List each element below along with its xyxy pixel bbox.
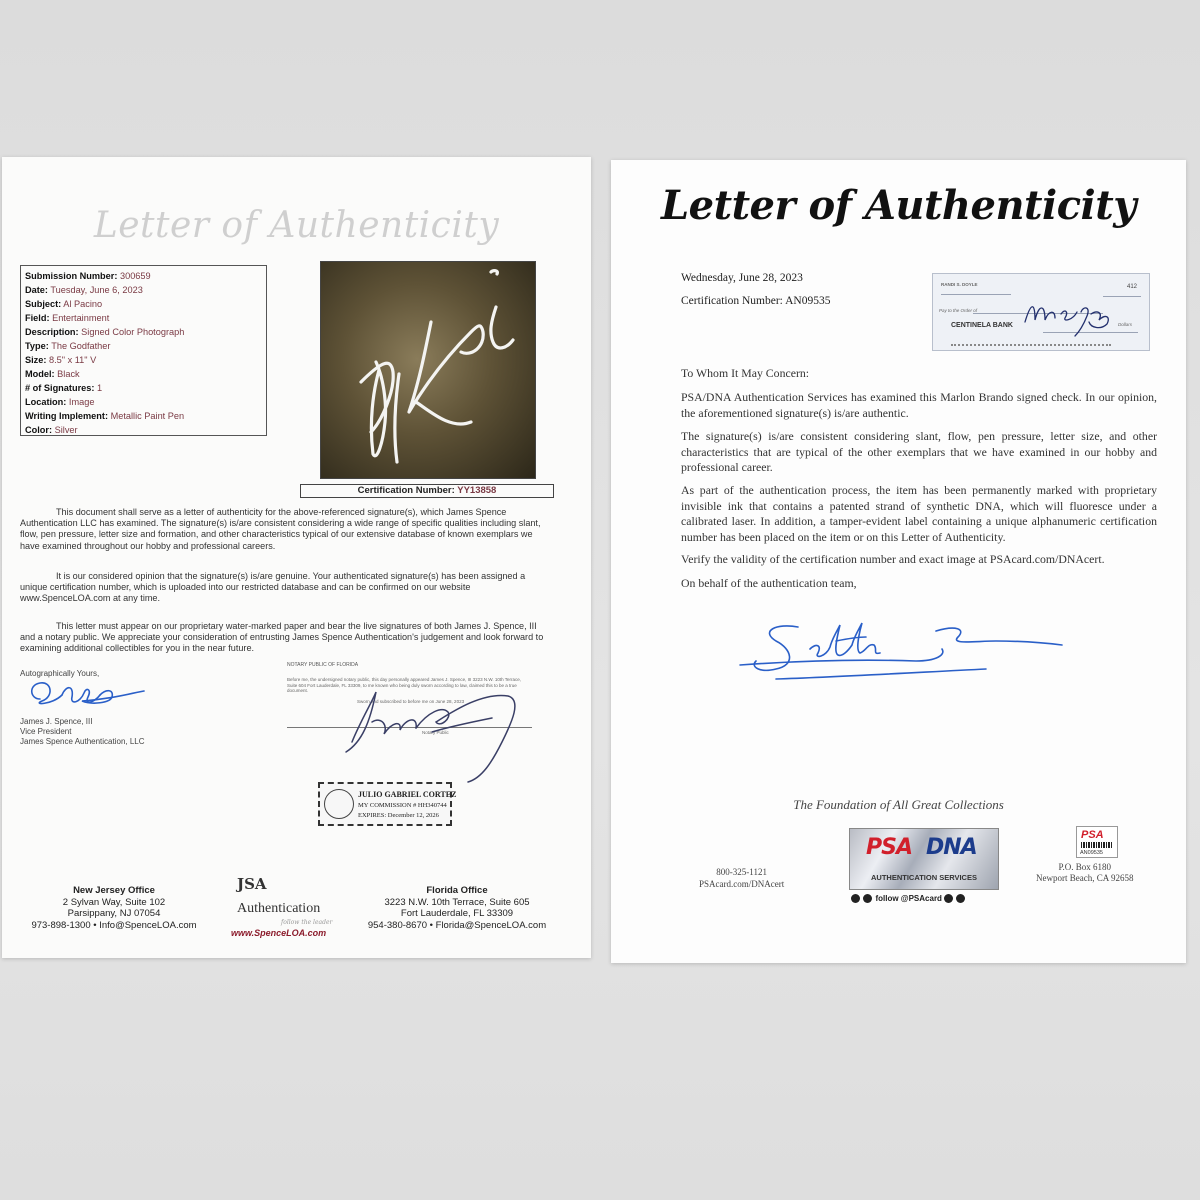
jsa-logo-text: JSA <box>237 875 267 893</box>
psa-date: Wednesday, June 28, 2023 <box>681 272 803 284</box>
fl-office-heading: Florida Office <box>426 885 488 896</box>
info-value: 8.5" x 11" V <box>49 355 97 365</box>
psa-phone: 800-325-1121 <box>716 867 767 877</box>
info-label: Size: <box>25 355 47 365</box>
instagram-icon <box>944 894 953 903</box>
info-value: Tuesday, June 6, 2023 <box>50 285 143 295</box>
jsa-paragraph-3: This letter must appear on our proprietary water-marked paper and bear the live signatures of both James J. Spence, III and a notary public. We appreciate your consideration of entrusting James Spence Authentication's judgement and look forward to examining additional collectibles for you in the near future. <box>20 621 544 654</box>
fl-office <box>352 885 562 931</box>
info-value: Signed Color Photograph <box>81 327 185 337</box>
spence-signature <box>22 675 152 715</box>
stamp-name: JULIO GABRIEL CORTEZ <box>358 790 457 799</box>
info-row <box>25 325 262 339</box>
check-name: RANDI S. DOYLE <box>941 282 978 287</box>
psa-tagline: The Foundation of All Great Collections <box>793 797 1004 812</box>
jsa-info-box <box>20 265 267 436</box>
psa-team-signature <box>736 615 1066 695</box>
pacino-autograph <box>321 262 537 480</box>
info-row <box>25 353 262 367</box>
info-label: Submission Number: <box>25 271 118 281</box>
info-label: Writing Implement: <box>25 411 109 421</box>
jsa-logo-url: www.SpenceLOA.com <box>231 928 327 938</box>
nj-office-line3: 973-898-1300 • Info@SpenceLOA.com <box>31 919 197 931</box>
info-label: Field: <box>25 313 50 323</box>
psa-tamper-label <box>1076 826 1118 858</box>
stamp-commission: MY COMMISSION # HH340744 <box>358 802 447 809</box>
info-value: Black <box>57 369 80 379</box>
psa-paragraph-1: PSA/DNA Authentication Services has examined this Marlon Brando signed check. In our opinion, the aforementioned signature(s) is/are authentic. <box>681 390 1157 420</box>
check-micr-line <box>951 344 1111 346</box>
notary-seal-icon <box>324 789 354 819</box>
info-value: Entertainment <box>52 313 110 323</box>
psa-label-brand: PSA <box>1081 829 1104 841</box>
notary-signature <box>332 682 532 792</box>
dna-logo-text: DNA <box>926 835 977 860</box>
info-value: Silver <box>54 425 78 435</box>
jsa-paragraph-2: It is our considered opinion that the signature(s) is/are genuine. Your authenticated signature(s) has been assigned a unique certification number, which is uploaded into our restricted database and can be confirmed on our website www.SpenceLOA.com at any time. <box>20 571 526 604</box>
jsa-logo-tagline: follow the leader <box>281 919 333 926</box>
psa-city: Newport Beach, CA 92658 <box>1036 873 1134 883</box>
info-row <box>25 381 262 395</box>
psa-logo-services: AUTHENTICATION SERVICES <box>871 873 977 882</box>
psa-po-box: P.O. Box 6180 <box>1058 862 1111 872</box>
nj-office-line1: 2 Sylvan Way, Suite 102 <box>62 896 166 908</box>
info-row <box>25 395 262 409</box>
info-row <box>25 423 262 437</box>
brando-signature <box>1021 292 1121 342</box>
info-label: # of Signatures: <box>25 383 95 393</box>
notary-heading: NOTARY PUBLIC OF FLORIDA <box>287 662 359 668</box>
info-value: Al Pacino <box>63 299 103 309</box>
info-value: Image <box>68 397 95 407</box>
info-label: Model: <box>25 369 55 379</box>
psa-contact-right <box>1036 862 1133 884</box>
nj-office-heading: New Jersey Office <box>73 885 155 896</box>
signer-name: James J. Spence, III <box>20 717 93 726</box>
jsa-letter <box>2 157 591 958</box>
jsa-logo <box>231 875 341 941</box>
info-row <box>25 297 262 311</box>
info-label: Date: <box>25 285 48 295</box>
nj-office-line2: Parsippany, NJ 07054 <box>67 908 161 919</box>
psa-website: PSAcard.com/DNAcert <box>699 879 785 889</box>
check-pay-line: Pay to the Order of <box>939 308 978 313</box>
psa-title: Letter of Authenticity <box>661 182 1136 229</box>
notary-body: Before me, the undersigned notary public, this day personally appeared James J. Spence, III 3223 N.W. 10th Terrace, Suite 604 Fort Lauderdale, FL 33309, to me known who being duly sworn according to law, claimed this to be a true document. <box>287 677 522 693</box>
psa-certification-line: Certification Number: AN09535 <box>681 295 831 307</box>
facebook-icon <box>851 894 860 903</box>
psa-paragraph-4: Verify the validity of the certification number and exact image at PSAcard.com/DNAcert. <box>681 552 1105 566</box>
check-number: 412 <box>1126 284 1137 290</box>
info-label: Color: <box>25 425 53 435</box>
psa-social-follow <box>851 894 966 903</box>
fl-office-line1: 3223 N.W. 10th Terrace, Suite 605 <box>384 896 530 908</box>
info-label: Location: <box>25 397 67 407</box>
info-label: Subject: <box>25 299 62 309</box>
check-dollars: Dollars <box>1118 322 1133 327</box>
jsa-certification-box <box>300 484 554 498</box>
closing-text: Autographically Yours, <box>20 669 100 678</box>
notary-stamp <box>318 782 457 826</box>
info-label: Type: <box>25 341 49 351</box>
notary-label: Notary Public <box>422 730 449 735</box>
signer-company: James Spence Authentication, LLC <box>20 737 145 746</box>
signed-photo <box>320 261 536 479</box>
info-row <box>25 367 262 381</box>
nj-office <box>24 885 204 931</box>
fl-office-line2: Fort Lauderdale, FL 33309 <box>400 908 514 919</box>
info-value: Metallic Paint Pen <box>110 411 185 421</box>
jsa-cert-number: YY13858 <box>457 485 497 496</box>
check-line <box>941 294 1011 295</box>
psa-paragraph-5: On behalf of the authentication team, <box>681 576 857 590</box>
psa-letter <box>611 160 1186 963</box>
stamp-expires: EXPIRES: December 12, 2026 <box>358 812 439 819</box>
psa-greeting: To Whom It May Concern: <box>681 366 810 380</box>
jsa-paragraph-1: This document shall serve as a letter of authenticity for the above-referenced signature(s), which James Spence Authentication LLC has examined. The signature(s) is/are consistent considering a wide range of specific qualities including slant, flow, pen pressure, letter size and formation, and other characteristics typical of our extensive database of known exemplars we have examined throughout our hobby and professional careers. <box>20 507 541 551</box>
jsa-cert-label: Certification Number: <box>357 485 455 496</box>
psa-dna-hologram-logo <box>849 828 999 890</box>
notary-sworn: Sworn and subscribed to before me on June 28, 2023 <box>357 699 465 704</box>
barcode-icon <box>1081 842 1113 848</box>
follow-text: follow @PSAcard <box>875 894 942 903</box>
fl-office-line3: 954-380-8670 • Florida@SpenceLOA.com <box>367 919 547 931</box>
info-value: 300659 <box>119 271 151 281</box>
check-bank: CENTINELA BANK <box>951 322 1013 329</box>
psa-logo-text: PSA <box>866 835 912 860</box>
psa-contact-left <box>699 866 784 890</box>
jsa-logo-authentication: Authentication <box>237 901 321 916</box>
psa-paragraph-2: The signature(s) is/are consistent considering slant, flow, pen pressure, letter size, and other characteristics that are typical of the other exemplars that we have examined in our hobby and professional career. <box>681 429 1157 474</box>
info-row <box>25 283 262 297</box>
youtube-icon <box>956 894 965 903</box>
signer-title: Vice President <box>20 727 72 736</box>
info-row <box>25 269 262 283</box>
jsa-title: Letter of Authenticity <box>93 205 500 246</box>
psa-label-number: AN09535 <box>1080 850 1103 856</box>
info-row <box>25 409 262 423</box>
info-value: The Godfather <box>51 341 111 351</box>
twitter-icon <box>863 894 872 903</box>
info-label: Description: <box>25 327 79 337</box>
info-value: 1 <box>97 383 103 393</box>
info-row <box>25 339 262 353</box>
psa-paragraph-3: As part of the authentication process, the item has been permanently marked with proprietary invisible ink that contains a patented strand of synthetic DNA, which will fluoresce under a calibrated laser. In addition, a tamper-evident label containing a unique alphanumeric certification number has been placed on the item or on this Letter of Authenticity. <box>681 483 1157 544</box>
brando-check-image <box>932 273 1150 351</box>
info-row <box>25 311 262 325</box>
